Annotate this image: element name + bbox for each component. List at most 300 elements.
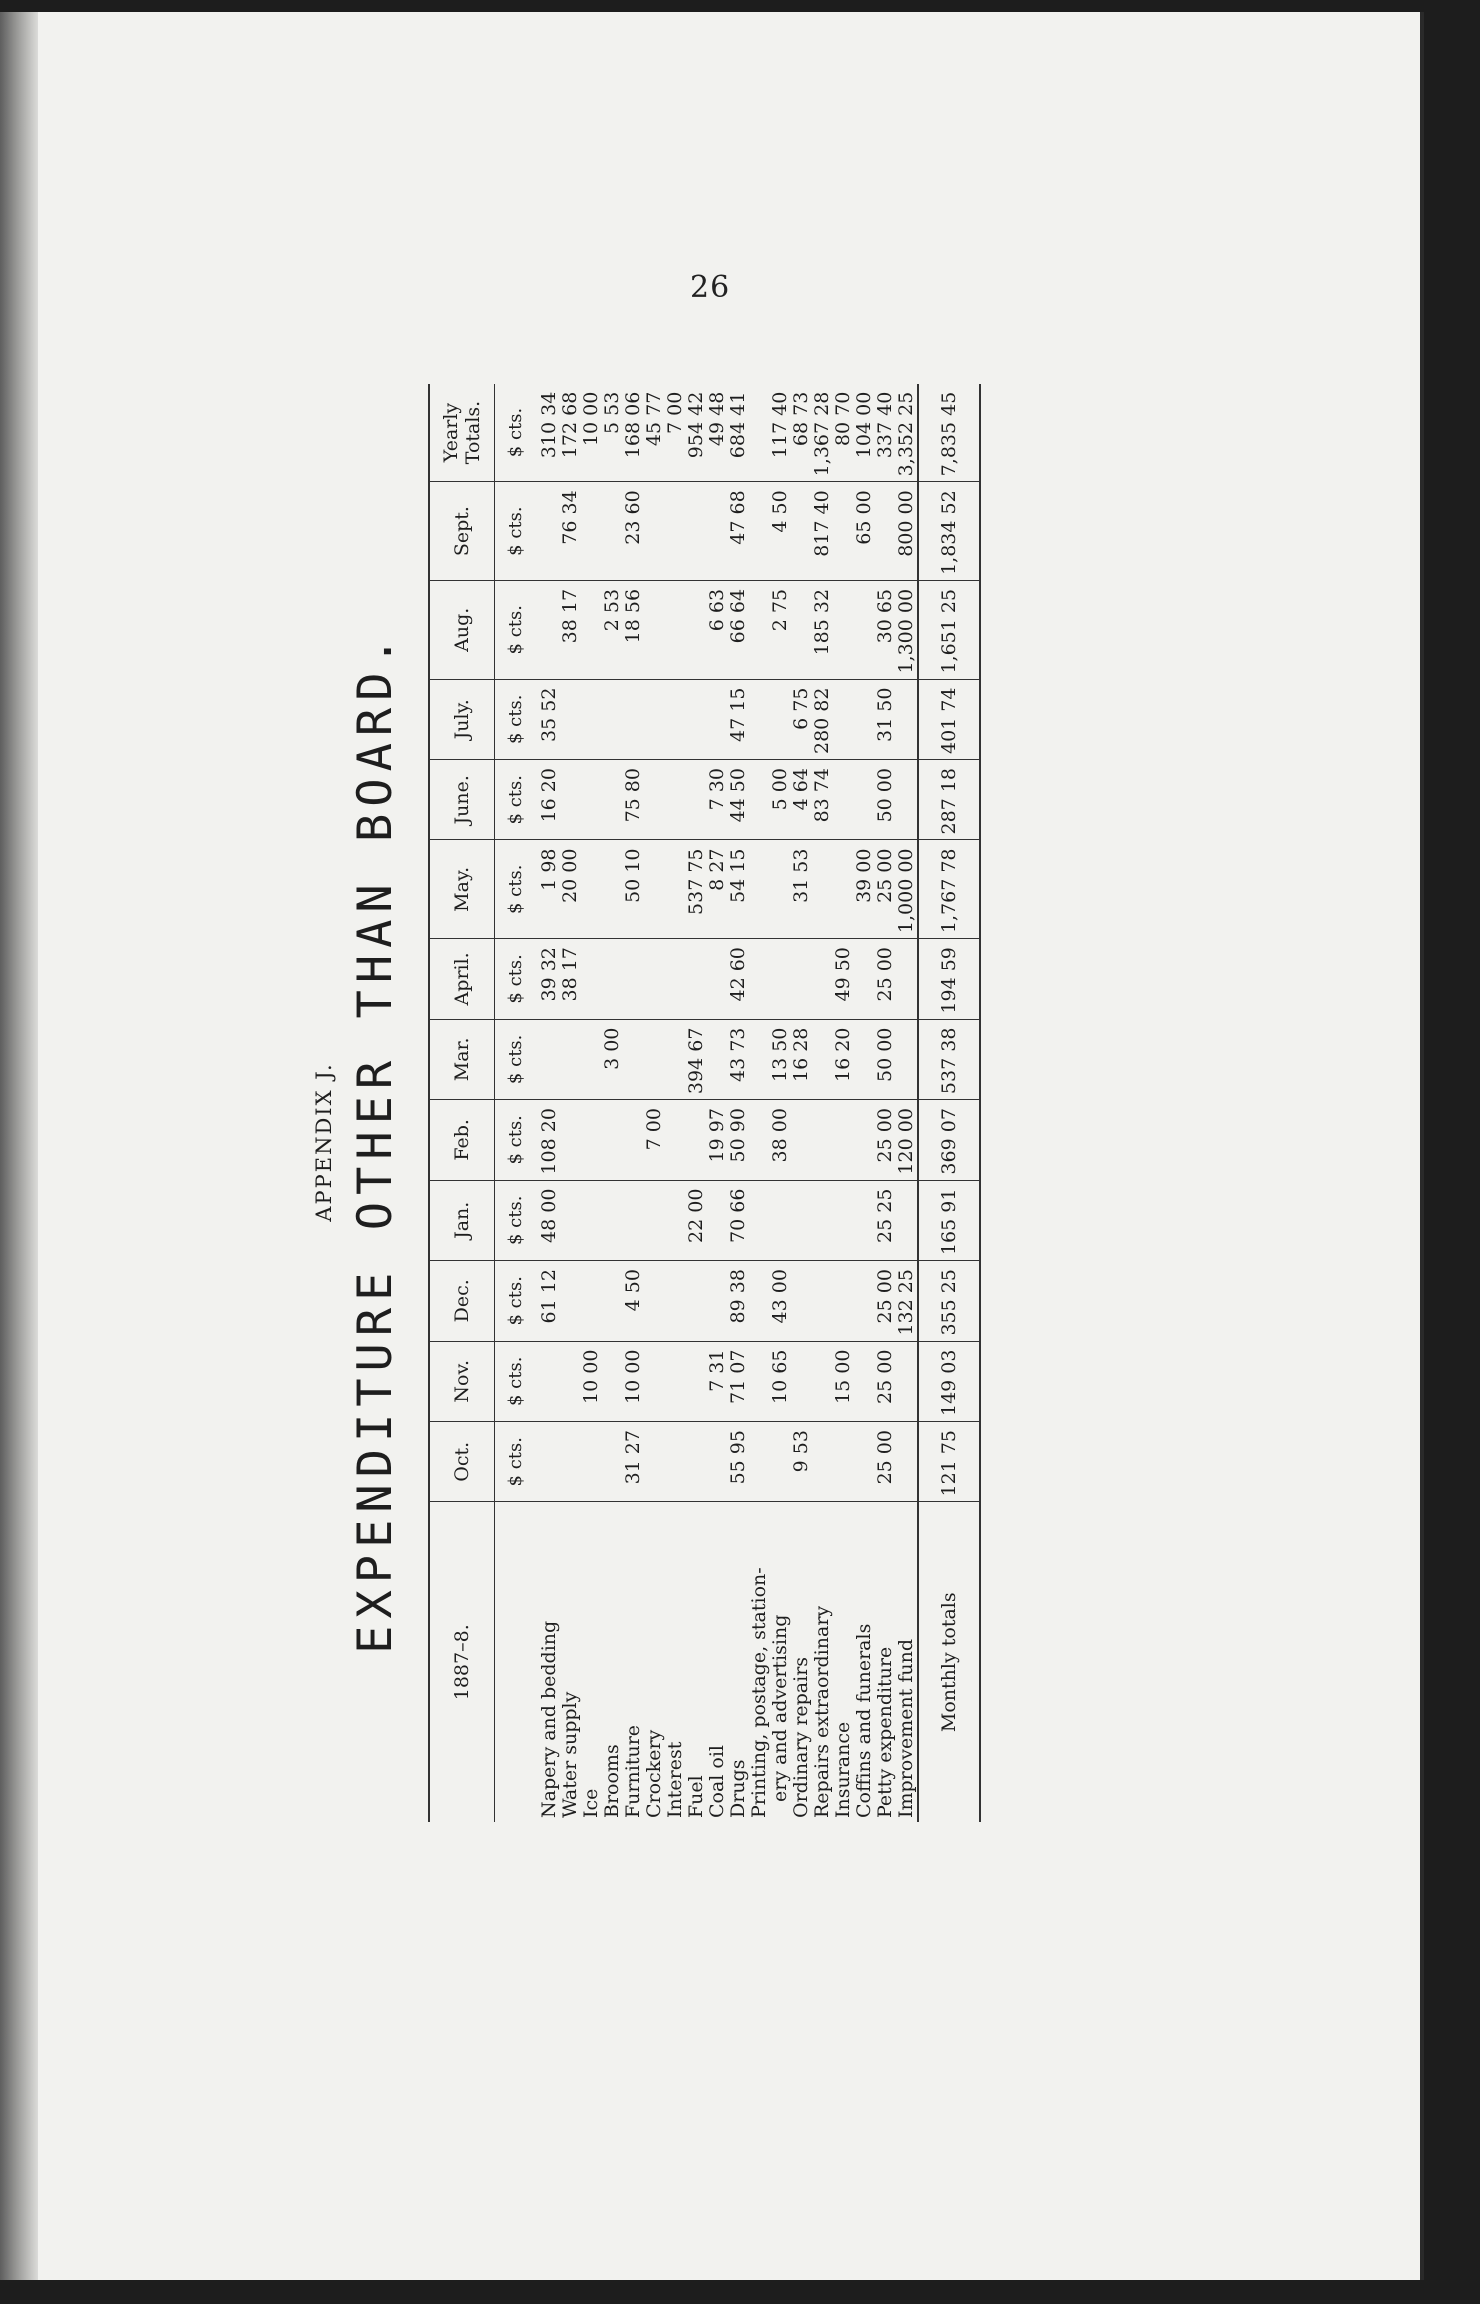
amount-cell: 20 00 xyxy=(560,840,581,939)
amount-cell xyxy=(833,482,854,581)
amount-cell: 54 15 xyxy=(728,840,749,939)
amount-cell: 25 00 xyxy=(875,840,896,939)
table-row xyxy=(707,384,728,1822)
total-cell: 1,767 78 xyxy=(918,840,980,939)
amount-cell: 537 75 xyxy=(686,840,707,939)
amount-cell xyxy=(665,1019,686,1099)
amount-cell xyxy=(602,840,623,939)
amount-cell xyxy=(896,679,918,759)
amount-cell xyxy=(602,1422,623,1502)
unit-label: $ cts. xyxy=(495,1100,536,1180)
amount-cell: 1,300 00 xyxy=(896,580,918,679)
amount-cell: 5 53 xyxy=(602,384,623,482)
amount-cell xyxy=(560,1422,581,1502)
column-header: Oct. xyxy=(429,1422,495,1502)
amount-cell xyxy=(602,1100,623,1180)
unit-row xyxy=(495,384,536,1822)
amount-cell: 43 00 xyxy=(770,1261,791,1341)
amount-cell xyxy=(602,939,623,1019)
amount-cell xyxy=(875,482,896,581)
amount-cell xyxy=(644,939,665,1019)
amount-cell: 6 63 xyxy=(707,580,728,679)
row-label: Ice xyxy=(580,1788,602,1818)
amount-cell: 25 25 xyxy=(875,1180,896,1260)
amount-cell xyxy=(833,679,854,759)
amount-cell: 5 00 xyxy=(770,760,791,840)
amount-cell xyxy=(560,1100,581,1180)
table-row xyxy=(535,384,560,1822)
total-cell: 355 25 xyxy=(918,1261,980,1341)
amount-cell xyxy=(770,679,791,759)
amount-cell xyxy=(749,384,770,482)
amount-cell: 954 42 xyxy=(686,384,707,482)
amount-cell xyxy=(896,939,918,1019)
table-row xyxy=(770,384,791,1822)
column-header: Aug. xyxy=(429,580,495,679)
table-row xyxy=(623,384,644,1822)
amount-cell: 132 25 xyxy=(896,1261,918,1341)
amount-cell xyxy=(896,1180,918,1260)
amount-cell: 68 73 xyxy=(791,384,812,482)
table-row xyxy=(728,384,749,1822)
amount-cell xyxy=(602,679,623,759)
amount-cell xyxy=(833,840,854,939)
unit-label: $ cts. xyxy=(495,1341,536,1421)
table-row xyxy=(875,384,896,1822)
amount-cell xyxy=(644,482,665,581)
totals-label: Monthly totals xyxy=(918,1502,980,1822)
amount-cell xyxy=(560,1341,581,1421)
amount-cell xyxy=(623,1180,644,1260)
row-label: Insurance xyxy=(832,1721,854,1818)
amount-cell xyxy=(707,939,728,1019)
amount-cell xyxy=(560,1261,581,1341)
amount-cell: 44 50 xyxy=(728,760,749,840)
column-header: May. xyxy=(429,840,495,939)
amount-cell: 15 00 xyxy=(833,1341,854,1421)
amount-cell: 38 17 xyxy=(560,580,581,679)
amount-cell: 25 00 xyxy=(875,939,896,1019)
amount-cell xyxy=(854,1422,875,1502)
amount-cell: 39 32 xyxy=(535,939,560,1019)
amount-cell xyxy=(833,1261,854,1341)
amount-cell xyxy=(833,1180,854,1260)
amount-cell: 19 97 xyxy=(707,1100,728,1180)
amount-cell: 47 15 xyxy=(728,679,749,759)
amount-cell xyxy=(686,580,707,679)
amount-cell xyxy=(749,1261,770,1341)
amount-cell xyxy=(535,580,560,679)
amount-cell: 71 07 xyxy=(728,1341,749,1421)
row-label: Napery and bedding xyxy=(538,1620,560,1818)
amount-cell xyxy=(686,1341,707,1421)
amount-cell xyxy=(644,679,665,759)
amount-cell: 39 00 xyxy=(854,840,875,939)
amount-cell xyxy=(644,1341,665,1421)
amount-cell xyxy=(602,760,623,840)
amount-cell xyxy=(665,1261,686,1341)
amount-cell xyxy=(644,1180,665,1260)
amount-cell: 104 00 xyxy=(854,384,875,482)
total-cell: 121 75 xyxy=(918,1422,980,1502)
amount-cell xyxy=(623,939,644,1019)
amount-cell: 65 00 xyxy=(854,482,875,581)
amount-cell: 6 75 xyxy=(791,679,812,759)
amount-cell: 7 00 xyxy=(644,1100,665,1180)
row-label: Interest xyxy=(664,1741,686,1818)
amount-cell xyxy=(896,760,918,840)
amount-cell xyxy=(833,1422,854,1502)
amount-cell xyxy=(644,1019,665,1099)
amount-cell: 684 41 xyxy=(728,384,749,482)
amount-cell: 185 32 xyxy=(812,580,833,679)
unit-label: $ cts. xyxy=(495,482,536,581)
unit-label: $ cts. xyxy=(495,1019,536,1099)
amount-cell xyxy=(812,1019,833,1099)
unit-label: $ cts. xyxy=(495,1261,536,1341)
amount-cell: 75 80 xyxy=(623,760,644,840)
column-header: Dec. xyxy=(429,1261,495,1341)
amount-cell xyxy=(854,1019,875,1099)
amount-cell xyxy=(665,760,686,840)
amount-cell xyxy=(560,1019,581,1099)
amount-cell: 10 00 xyxy=(581,1341,602,1421)
amount-cell xyxy=(749,1180,770,1260)
table-row xyxy=(749,384,770,1822)
amount-cell: 280 82 xyxy=(812,679,833,759)
total-cell: 537 38 xyxy=(918,1019,980,1099)
amount-cell: 70 66 xyxy=(728,1180,749,1260)
amount-cell xyxy=(791,1341,812,1421)
amount-cell: 31 53 xyxy=(791,840,812,939)
total-cell: 7,835 45 xyxy=(918,384,980,482)
amount-cell: 4 50 xyxy=(770,482,791,581)
amount-cell xyxy=(812,1180,833,1260)
amount-cell xyxy=(791,482,812,581)
amount-cell xyxy=(581,1180,602,1260)
amount-cell xyxy=(560,679,581,759)
amount-cell xyxy=(707,679,728,759)
table-row xyxy=(644,384,665,1822)
column-header: Jan. xyxy=(429,1180,495,1260)
amount-cell xyxy=(707,1422,728,1502)
amount-cell xyxy=(791,1100,812,1180)
amount-cell: 76 34 xyxy=(560,482,581,581)
unit-label: $ cts. xyxy=(495,760,536,840)
amount-cell xyxy=(707,1261,728,1341)
amount-cell xyxy=(770,939,791,1019)
amount-cell xyxy=(749,482,770,581)
amount-cell xyxy=(686,939,707,1019)
row-label: Drugs xyxy=(727,1759,749,1818)
amount-cell: 4 50 xyxy=(623,1261,644,1341)
table-row xyxy=(854,384,875,1822)
unit-label: $ cts. xyxy=(495,1180,536,1260)
amount-cell xyxy=(854,1100,875,1180)
amount-cell xyxy=(812,1261,833,1341)
amount-cell: 83 74 xyxy=(812,760,833,840)
amount-cell: 800 00 xyxy=(896,482,918,581)
amount-cell: 61 12 xyxy=(535,1261,560,1341)
amount-cell: 16 20 xyxy=(535,760,560,840)
amount-cell xyxy=(707,482,728,581)
amount-cell: 117 40 xyxy=(770,384,791,482)
amount-cell xyxy=(581,1261,602,1341)
total-cell: 1,651 25 xyxy=(918,580,980,679)
amount-cell xyxy=(791,939,812,1019)
amount-cell xyxy=(602,1341,623,1421)
amount-cell xyxy=(833,580,854,679)
amount-cell: 48 00 xyxy=(535,1180,560,1260)
totals-row xyxy=(918,384,980,1822)
amount-cell: 42 60 xyxy=(728,939,749,1019)
amount-cell: 2 53 xyxy=(602,580,623,679)
amount-cell xyxy=(665,1100,686,1180)
amount-cell: 817 40 xyxy=(812,482,833,581)
amount-cell xyxy=(665,939,686,1019)
amount-cell xyxy=(644,1261,665,1341)
appendix-label: APPENDIX J. xyxy=(312,1062,336,1222)
amount-cell: 25 00 xyxy=(875,1261,896,1341)
document-page xyxy=(0,12,1424,2280)
amount-cell: 22 00 xyxy=(686,1180,707,1260)
amount-cell: 337 40 xyxy=(875,384,896,482)
amount-cell xyxy=(644,760,665,840)
unit-label: $ cts. xyxy=(495,580,536,679)
amount-cell xyxy=(896,1422,918,1502)
amount-cell xyxy=(812,1341,833,1421)
total-cell: 1,834 52 xyxy=(918,482,980,581)
amount-cell: 47 68 xyxy=(728,482,749,581)
amount-cell xyxy=(854,1180,875,1260)
amount-cell: 310 34 xyxy=(535,384,560,482)
amount-cell xyxy=(707,1019,728,1099)
amount-cell xyxy=(602,482,623,581)
total-cell: 401 74 xyxy=(918,679,980,759)
row-label: ery and advertising xyxy=(769,1614,791,1802)
amount-cell xyxy=(644,1422,665,1502)
amount-cell xyxy=(686,1100,707,1180)
amount-cell xyxy=(535,1341,560,1421)
amount-cell xyxy=(854,760,875,840)
amount-cell xyxy=(581,840,602,939)
amount-cell: 50 90 xyxy=(728,1100,749,1180)
page-title: EXPENDITURE OTHER THAN BOARD. xyxy=(348,630,403,1654)
table-row xyxy=(833,384,854,1822)
amount-cell xyxy=(749,679,770,759)
amount-cell: 10 65 xyxy=(770,1341,791,1421)
amount-cell: 55 95 xyxy=(728,1422,749,1502)
amount-cell xyxy=(581,1100,602,1180)
amount-cell xyxy=(581,1422,602,1502)
unit-label: $ cts. xyxy=(495,679,536,759)
unit-label: $ cts. xyxy=(495,384,536,482)
table-row xyxy=(560,384,581,1822)
amount-cell: 7 00 xyxy=(665,384,686,482)
amount-cell: 18 56 xyxy=(623,580,644,679)
row-label: Repairs extraordinary xyxy=(811,1605,833,1818)
amount-cell: 4 64 xyxy=(791,760,812,840)
table-body xyxy=(535,384,918,1822)
amount-cell xyxy=(749,760,770,840)
amount-cell: 66 64 xyxy=(728,580,749,679)
amount-cell: 25 00 xyxy=(875,1100,896,1180)
column-header: April. xyxy=(429,939,495,1019)
amount-cell: 49 50 xyxy=(833,939,854,1019)
amount-cell: 89 38 xyxy=(728,1261,749,1341)
amount-cell xyxy=(581,1019,602,1099)
amount-cell xyxy=(896,1341,918,1421)
amount-cell xyxy=(770,1180,791,1260)
amount-cell: 30 65 xyxy=(875,580,896,679)
amount-cell: 1 98 xyxy=(535,840,560,939)
amount-cell: 31 50 xyxy=(875,679,896,759)
unit-label: $ cts. xyxy=(495,840,536,939)
amount-cell: 50 00 xyxy=(875,1019,896,1099)
amount-cell xyxy=(535,482,560,581)
amount-cell: 10 00 xyxy=(623,1341,644,1421)
table-row xyxy=(686,384,707,1822)
amount-cell: 9 53 xyxy=(791,1422,812,1502)
amount-cell xyxy=(770,840,791,939)
row-label: Fuel xyxy=(685,1775,707,1818)
unit-label: $ cts. xyxy=(495,1422,536,1502)
amount-cell xyxy=(665,580,686,679)
amount-cell xyxy=(581,482,602,581)
row-label: Crockery xyxy=(643,1729,665,1818)
column-header: June. xyxy=(429,760,495,840)
total-cell: 165 91 xyxy=(918,1180,980,1260)
table-row xyxy=(581,384,602,1822)
amount-cell xyxy=(581,679,602,759)
page-number: 26 xyxy=(690,270,731,305)
amount-cell xyxy=(665,1341,686,1421)
book-spine-shadow xyxy=(0,12,38,2280)
column-header: Mar. xyxy=(429,1019,495,1099)
amount-cell xyxy=(581,939,602,1019)
amount-cell xyxy=(749,840,770,939)
row-label: Furniture xyxy=(622,1724,644,1818)
amount-cell xyxy=(623,679,644,759)
amount-cell: 49 48 xyxy=(707,384,728,482)
amount-cell xyxy=(665,1422,686,1502)
table-row xyxy=(791,384,812,1822)
amount-cell: 10 00 xyxy=(581,384,602,482)
amount-cell xyxy=(833,760,854,840)
amount-cell: 50 00 xyxy=(875,760,896,840)
amount-cell xyxy=(665,482,686,581)
column-header: Feb. xyxy=(429,1100,495,1180)
amount-cell xyxy=(812,939,833,1019)
amount-cell xyxy=(560,760,581,840)
amount-cell xyxy=(854,1261,875,1341)
unit-label: $ cts. xyxy=(495,939,536,1019)
row-label: Printing, postage, station- xyxy=(748,1567,770,1818)
row-label: Coffins and funerals xyxy=(853,1623,875,1818)
amount-cell: 43 73 xyxy=(728,1019,749,1099)
amount-cell xyxy=(602,1261,623,1341)
amount-cell: 50 10 xyxy=(623,840,644,939)
amount-cell xyxy=(535,1019,560,1099)
amount-cell: 172 68 xyxy=(560,384,581,482)
amount-cell xyxy=(623,1019,644,1099)
row-label: Ordinary repairs xyxy=(790,1656,812,1818)
amount-cell: 80 70 xyxy=(833,384,854,482)
amount-cell: 1,000 00 xyxy=(896,840,918,939)
amount-cell: 16 20 xyxy=(833,1019,854,1099)
amount-cell xyxy=(665,1180,686,1260)
amount-cell: 7 30 xyxy=(707,760,728,840)
row-label: Improvement fund xyxy=(895,1638,917,1818)
amount-cell xyxy=(749,1019,770,1099)
amount-cell xyxy=(686,760,707,840)
amount-cell xyxy=(791,1261,812,1341)
amount-cell: 38 00 xyxy=(770,1100,791,1180)
amount-cell: 31 27 xyxy=(623,1422,644,1502)
amount-cell xyxy=(686,679,707,759)
table-row xyxy=(812,384,833,1822)
amount-cell: 23 60 xyxy=(623,482,644,581)
column-header: Sept. xyxy=(429,482,495,581)
total-cell: 149 03 xyxy=(918,1341,980,1421)
amount-cell xyxy=(749,580,770,679)
amount-cell xyxy=(896,1019,918,1099)
amount-cell: 394 67 xyxy=(686,1019,707,1099)
amount-cell: 7 31 xyxy=(707,1341,728,1421)
amount-cell: 168 06 xyxy=(623,384,644,482)
amount-cell xyxy=(686,1422,707,1502)
amount-cell xyxy=(791,580,812,679)
amount-cell xyxy=(791,1180,812,1260)
amount-cell xyxy=(602,1180,623,1260)
amount-cell xyxy=(623,1100,644,1180)
amount-cell xyxy=(644,840,665,939)
amount-cell xyxy=(686,1261,707,1341)
amount-cell: 25 00 xyxy=(875,1422,896,1502)
amount-cell: 45 77 xyxy=(644,384,665,482)
row-label: Coal oil xyxy=(706,1744,728,1818)
column-header: Yearly Totals. xyxy=(429,384,495,482)
amount-cell: 3 00 xyxy=(602,1019,623,1099)
amount-cell xyxy=(854,679,875,759)
amount-cell: 38 17 xyxy=(560,939,581,1019)
header-row xyxy=(429,384,495,1822)
amount-cell xyxy=(749,1100,770,1180)
amount-cell: 2 75 xyxy=(770,580,791,679)
amount-cell: 1,367 28 xyxy=(812,384,833,482)
row-label: Petty expenditure xyxy=(874,1646,896,1818)
amount-cell xyxy=(665,679,686,759)
total-cell: 194 59 xyxy=(918,939,980,1019)
amount-cell xyxy=(854,580,875,679)
total-cell: 287 18 xyxy=(918,760,980,840)
amount-cell xyxy=(581,760,602,840)
amount-cell xyxy=(535,1422,560,1502)
amount-cell xyxy=(749,1422,770,1502)
amount-cell xyxy=(833,1100,854,1180)
amount-cell xyxy=(812,1422,833,1502)
table-row xyxy=(896,384,918,1822)
amount-cell: 25 00 xyxy=(875,1341,896,1421)
rotated-content xyxy=(312,322,1212,1962)
amount-cell xyxy=(854,1341,875,1421)
amount-cell xyxy=(854,939,875,1019)
table-row xyxy=(665,384,686,1822)
amount-cell xyxy=(812,1100,833,1180)
amount-cell xyxy=(812,840,833,939)
amount-cell: 13 50 xyxy=(770,1019,791,1099)
row-label: Water supply xyxy=(559,1691,581,1818)
